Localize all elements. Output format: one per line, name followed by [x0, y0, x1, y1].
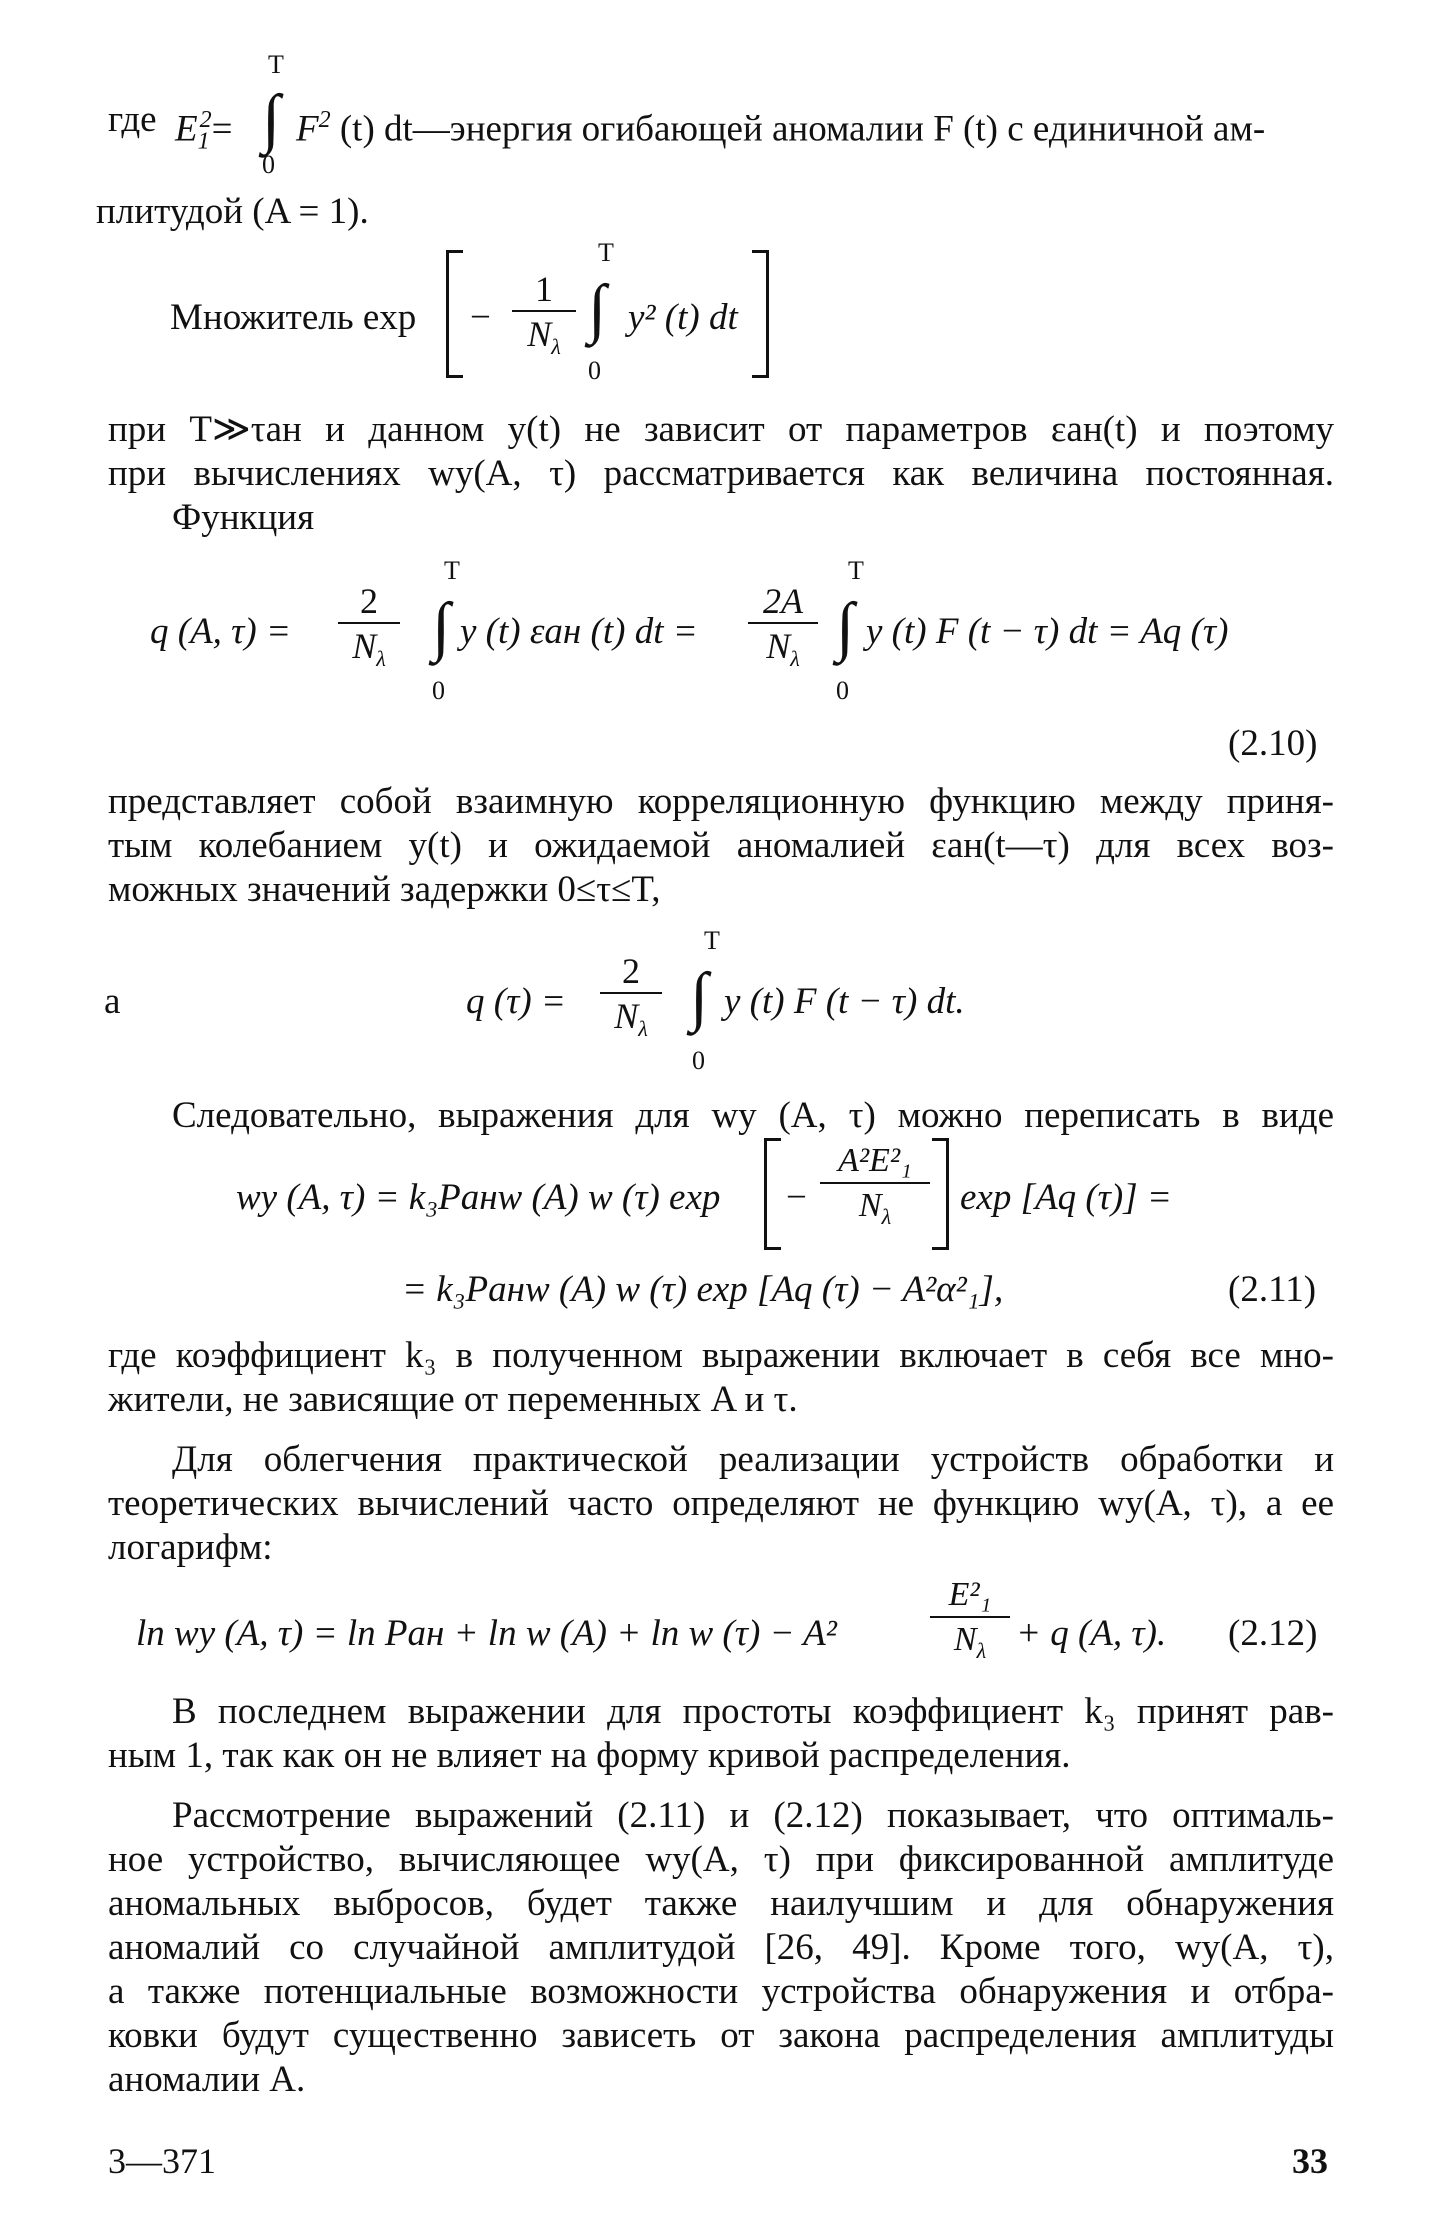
para7-line6: ковки будут существенно зависеть от закона распределения амплитуды	[108, 2015, 1334, 2056]
eq-a-frac	[600, 950, 662, 1051]
eq211-sub: λ	[881, 1203, 892, 1229]
line1-energy-symbol	[175, 98, 232, 164]
para2-line3: можных значений задержки 0≤τ≤T,	[108, 869, 661, 910]
eq210-mid1: y (t) εан (t) dt =	[460, 611, 698, 652]
para7-line4: аномалий со случайной амплитудой [26, 49]. Кроме того, wy(A, τ),	[108, 1927, 1334, 1968]
line1-pre: где	[108, 99, 157, 140]
eq212-den	[930, 1618, 1010, 1673]
line1-int-upper: T	[268, 50, 284, 79]
eq210-number: (2.10)	[1228, 723, 1318, 764]
eq-a-label: а	[104, 981, 121, 1022]
eq210-frac1-num: 2	[338, 580, 400, 624]
para5-line1: Для облегчения практической реализации устройств обработки и	[172, 1439, 1334, 1480]
footer-signature: 3—371	[108, 2141, 216, 2181]
equals-sign: =	[211, 108, 233, 150]
para2-line2: тым колебанием y(t) и ожидаемой аномалией εан(t—τ) для всех воз-	[108, 825, 1334, 866]
mult-int-upper: T	[598, 238, 614, 267]
para1-line3: Функция	[172, 497, 315, 538]
eq-a-den	[600, 994, 662, 1051]
eq210-lhs: q (A, τ) =	[150, 611, 291, 652]
eq210-frac1-sub: λ	[376, 646, 386, 672]
eq211-num: A²E²₁	[820, 1140, 930, 1184]
energy-E: E	[175, 108, 198, 150]
eq212-N: N	[953, 1621, 977, 1658]
eq212-fraction	[930, 1574, 1010, 1673]
line1-text: (t) dt—энергия огибающей аномалии F (t) с единичной ам-	[339, 108, 1266, 150]
eq212-num: E²₁	[930, 1574, 1010, 1618]
eq210-frac2-N: N	[766, 626, 791, 666]
mult-int-lower: 0	[588, 356, 601, 385]
mult-den-sub: λ	[551, 334, 561, 360]
eq211-line1-b: exp [Aq (τ)] =	[960, 1177, 1172, 1218]
eq210-int2-lower: 0	[836, 676, 849, 705]
eq211-bracket-left	[764, 1138, 781, 1250]
eq-a-integral: ∫	[690, 960, 709, 1033]
para1-line1: при T≫τан и данном y(t) не зависит от параметров εан(t) и поэтому	[108, 409, 1334, 450]
eq211-den	[820, 1184, 930, 1239]
eq211-number: (2.11)	[1228, 1269, 1317, 1310]
line1-rest	[296, 98, 1326, 151]
eq211-line2: = k₃Pанw (A) w (τ) exp [Aq (τ) − A²α²₁],	[402, 1269, 1004, 1310]
mult-num: 1	[512, 268, 576, 312]
eq211-fraction	[820, 1140, 930, 1239]
multiplier-label: Множитель exp	[170, 297, 417, 338]
eq211-N: N	[858, 1187, 882, 1224]
eq210-frac2-num: 2A	[748, 580, 818, 624]
eq210-integral1: ∫	[432, 590, 451, 663]
para7-line7: аномалии A.	[108, 2059, 306, 2100]
eq-a-sub: λ	[638, 1016, 648, 1042]
para5-line3: логарифм:	[108, 1527, 273, 1568]
para1-line2: при вычислениях wy(A, τ) рассматривается как величина постоянная.	[108, 453, 1334, 494]
eq211-line1-a: wy (A, τ) = k₃Pанw (A) w (τ) exp	[236, 1177, 721, 1218]
mult-integrand: y² (t) dt	[628, 297, 738, 338]
eq-a-int-upper: T	[704, 926, 720, 955]
para7-line2: ное устройство, вычисляющее wy(A, τ) при фиксированной амплитуде	[108, 1839, 1334, 1880]
line1-integral-sign: ∫	[262, 82, 281, 155]
mult-bracket-right	[752, 250, 769, 378]
mult-bracket-left	[446, 250, 463, 378]
para6-line1: В последнем выражении для простоты коэффициент k₃ принят рав-	[172, 1691, 1334, 1732]
mult-fraction	[512, 268, 576, 369]
F-sup: 2	[318, 107, 331, 133]
eq-a-num: 2	[600, 950, 662, 994]
page-number: 33	[1292, 2141, 1328, 2181]
para6-line2: ным 1, так как он не влияет на форму кривой распределения.	[108, 1735, 1071, 1776]
eq210-frac2	[748, 580, 818, 681]
eq210-frac2-sub: λ	[790, 646, 800, 672]
line2: плитудой (A = 1).	[96, 191, 369, 232]
F-symbol: F	[296, 108, 319, 150]
eq212-sub: λ	[976, 1637, 987, 1663]
mult-minus: −	[470, 297, 491, 338]
eq210-int2-upper: T	[848, 556, 864, 585]
eq-a-int-lower: 0	[692, 1046, 705, 1075]
mult-integral-sign: ∫	[588, 272, 607, 345]
line1-int-lower: 0	[262, 150, 275, 179]
eq-a-N: N	[614, 996, 639, 1036]
para7-line3: аномальных выбросов, будет также наилучшим и для обнаружения	[108, 1883, 1334, 1924]
line1-where	[108, 98, 157, 142]
eq212-number: (2.12)	[1228, 1613, 1318, 1654]
energy-sup: 2	[199, 107, 212, 133]
para2-line1: представляет собой взаимную корреляционную функцию между приня-	[108, 781, 1334, 822]
eq210-frac1-N: N	[352, 626, 377, 666]
eq210-mid2: y (t) F (t − τ) dt = Aq (τ)	[866, 611, 1229, 652]
energy-sub: 1	[197, 128, 210, 155]
eq212-b: + q (A, τ).	[1016, 1613, 1167, 1654]
mult-den-N: N	[527, 314, 552, 354]
eq-a-lhs: q (τ) =	[466, 981, 566, 1022]
eq210-frac2-den	[748, 624, 818, 681]
eq210-int1-lower: 0	[432, 676, 445, 705]
para5-line2: теоретических вычислений часто определяют не функцию wy(A, τ), а ее	[108, 1483, 1334, 1524]
eq210-integral2: ∫	[836, 590, 855, 663]
eq210-int1-upper: T	[444, 556, 460, 585]
eq210-frac1	[338, 580, 400, 681]
para4-line1: где коэффициент k₃ в полученном выражении включает в себя все мно-	[108, 1335, 1334, 1376]
para4-line2: жители, не зависящие от переменных A и τ.	[108, 1379, 798, 1420]
eq-a-rhs: y (t) F (t − τ) dt.	[724, 981, 965, 1022]
para3-line1: Следовательно, выражения для wy (A, τ) можно переписать в виде	[172, 1095, 1334, 1136]
eq211-bracket-right	[932, 1138, 949, 1250]
eq212-a: ln wy (A, τ) = ln Pан + ln w (A) + ln w (τ) − A²	[136, 1613, 837, 1654]
mult-den	[512, 312, 576, 369]
para7-line5: а также потенциальные возможности устройства обнаружения и отбра-	[108, 1971, 1334, 2012]
eq211-minus: −	[786, 1177, 807, 1218]
para7-line1: Рассмотрение выражений (2.11) и (2.12) показывает, что оптималь-	[172, 1795, 1334, 1836]
eq210-frac1-den	[338, 624, 400, 681]
